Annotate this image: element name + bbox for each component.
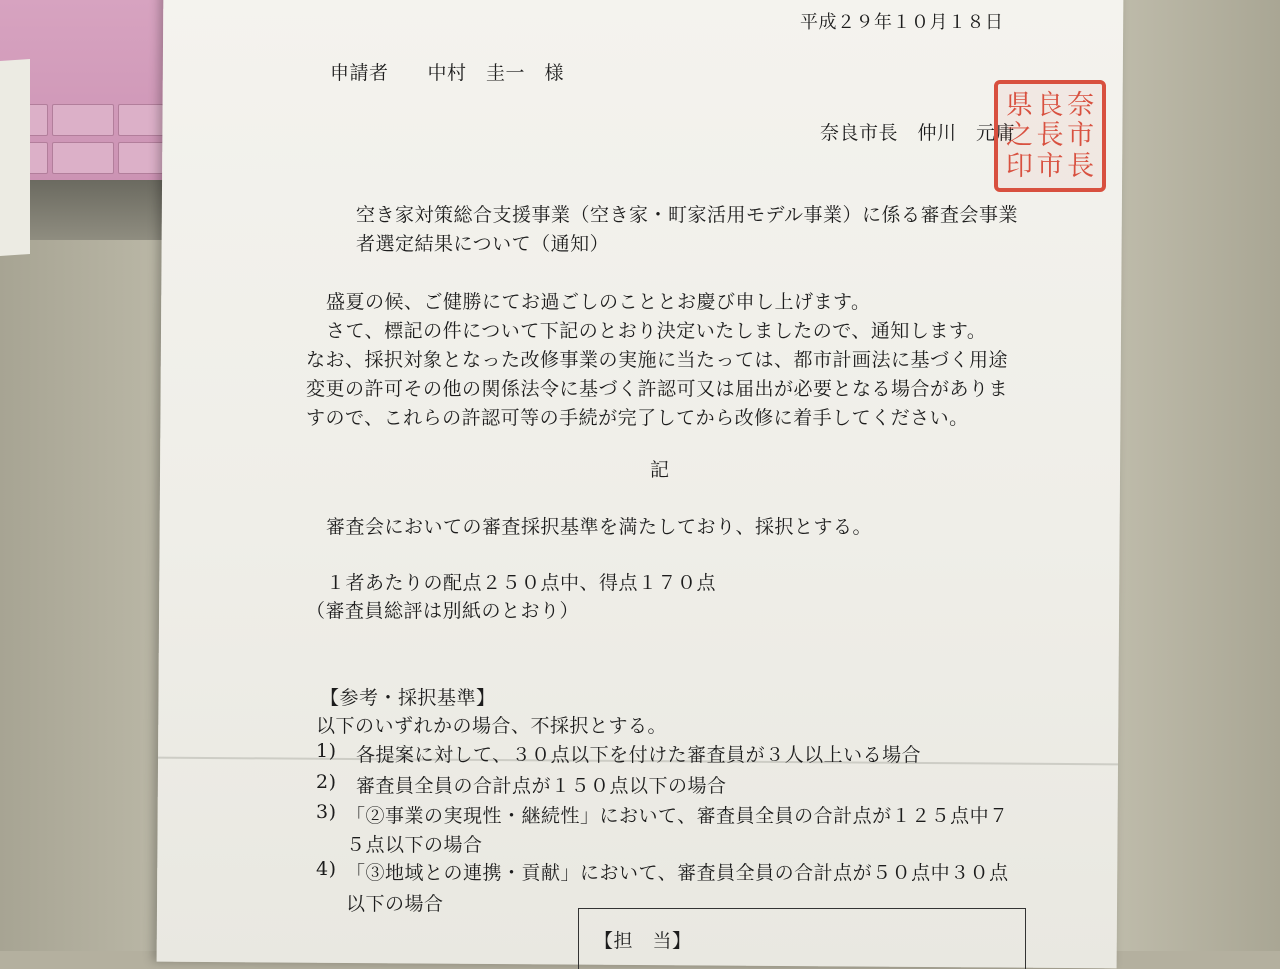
criteria-text-continued: 以下の場合 bbox=[346, 893, 444, 915]
subject-line-1: 空き家対策総合支援事業（空き家・町家活用モデル事業）に係る審査会事業 bbox=[356, 204, 1019, 226]
body-line-5: すので、これらの許認可等の手続が完了してから改修に着手してください。 bbox=[306, 407, 969, 429]
score-statement: １者あたりの配点２５０点中、得点１７０点 bbox=[326, 572, 717, 594]
result-statement: 審査会においての審査採択基準を満たしており、採択とする。 bbox=[326, 516, 873, 538]
contact-label: 【担 当】 bbox=[594, 930, 692, 952]
sender-name: 奈良市長 仲川 元庸 bbox=[820, 122, 1016, 144]
criteria-text: 「②事業の実現性・継続性」において、審査員全員の合計点が１２５点中７ bbox=[346, 805, 1009, 827]
body-line-4: 変更の許可その他の関係法令に基づく許認可又は届出が必要となる場合がありま bbox=[306, 378, 1009, 400]
criteria-number: 2) bbox=[316, 771, 337, 793]
keyboard-key bbox=[118, 142, 164, 174]
criteria-text: 各提案に対して、３０点以下を付けた審査員が３人以上いる場合 bbox=[356, 744, 922, 766]
keyboard-key bbox=[52, 104, 114, 136]
keyboard-key bbox=[118, 104, 164, 136]
ki-heading: 記 bbox=[650, 459, 670, 481]
criteria-number: 1) bbox=[316, 740, 337, 762]
criteria-number: 3) bbox=[316, 801, 337, 823]
score-note: （審査員総評は別紙のとおり） bbox=[306, 600, 580, 622]
criteria-text-continued: ５点以下の場合 bbox=[346, 834, 483, 856]
criteria-heading: 【参考・採択基準】 bbox=[320, 687, 496, 709]
subject-line-2: 者選定結果について（通知） bbox=[356, 233, 610, 255]
body-line-3: なお、採択対象となった改修事業の実施に当たっては、都市計画法に基づく用途 bbox=[306, 349, 1009, 371]
recipient-name: 申請者 中村 圭一 様 bbox=[330, 62, 565, 84]
official-seal: 県 良 奈 之 長 市 印 市 長 bbox=[994, 80, 1106, 192]
body-line-1: 盛夏の候、ご健勝にてお過ごしのこととお慶び申し上げます。 bbox=[326, 291, 871, 313]
paper-note bbox=[0, 59, 30, 256]
document-date: 平成２９年１０月１８日 bbox=[800, 12, 1004, 33]
criteria-text: 「③地域との連携・貢献」において、審査員全員の合計点が５０点中３０点 bbox=[346, 862, 1009, 884]
criteria-intro: 以下のいずれかの場合、不採択とする。 bbox=[316, 715, 668, 737]
keyboard-key bbox=[52, 142, 114, 174]
criteria-number: 4) bbox=[316, 858, 337, 880]
criteria-text: 審査員全員の合計点が１５０点以下の場合 bbox=[356, 775, 727, 797]
body-line-2: さて、標記の件について下記のとおり決定いたしましたので、通知します。 bbox=[326, 320, 987, 342]
